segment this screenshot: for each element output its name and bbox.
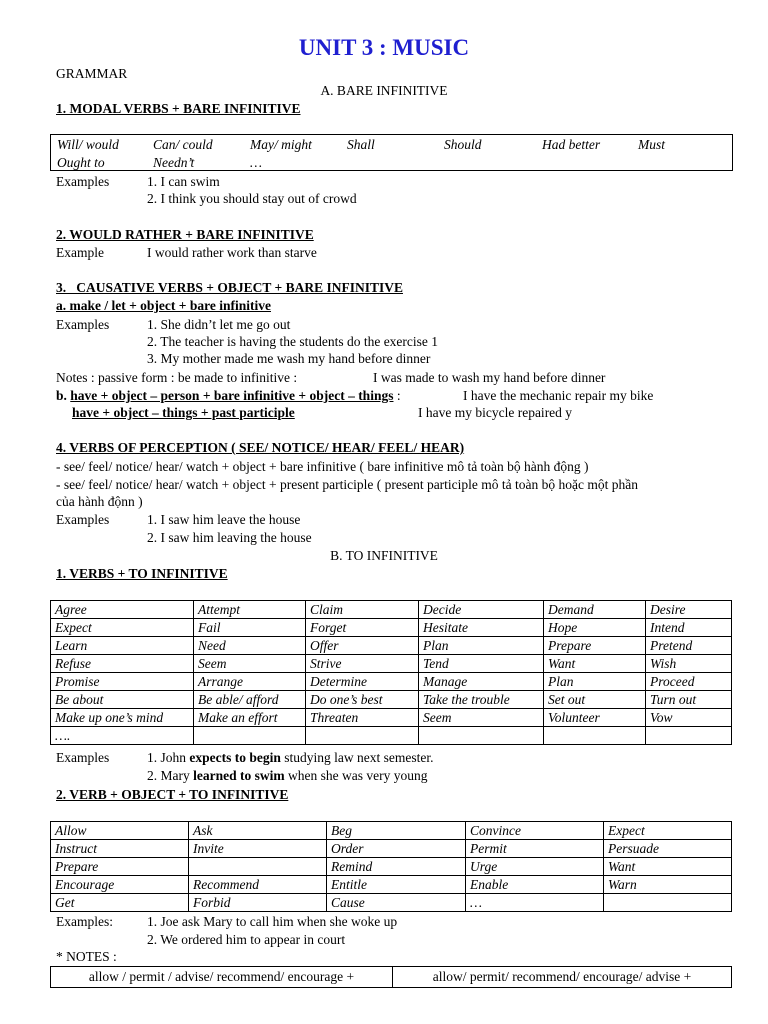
verb-cell: Prepare bbox=[544, 637, 646, 655]
example-text: 1. John bbox=[147, 750, 190, 765]
would-rather-heading: 2. WOULD RATHER + BARE INFINITIVE bbox=[56, 227, 314, 242]
verb-cell: Learn bbox=[51, 637, 194, 655]
example-line: 2. The teacher is having the students do the exercise 1 bbox=[147, 334, 439, 349]
example-line: 2. I think you should stay out of crowd bbox=[147, 191, 357, 206]
verb-cell: Claim bbox=[306, 601, 419, 619]
table-row bbox=[51, 858, 732, 876]
modal-verb: Shall bbox=[347, 137, 375, 152]
verb-cell: Make an effort bbox=[194, 709, 306, 727]
verbs-to-inf-heading: 1. VERBS + TO INFINITIVE bbox=[56, 566, 228, 581]
section-a-heading: A. BARE INFINITIVE bbox=[320, 83, 448, 98]
verb-cell: Pretend bbox=[646, 637, 732, 655]
grammar-label: GRAMMAR bbox=[56, 66, 128, 81]
example-line: 2. I saw him leaving the house bbox=[147, 530, 312, 545]
verb-cell: Seem bbox=[419, 709, 544, 727]
table-row bbox=[51, 727, 732, 745]
verb-cell: Wish bbox=[646, 655, 732, 673]
example-emphasis: expects to begin bbox=[189, 750, 281, 765]
causative-heading: 3. CAUSATIVE VERBS + OBJECT + BARE INFINITIVE bbox=[56, 280, 403, 295]
modal-verbs-box bbox=[50, 134, 733, 171]
section-b-heading: B. TO INFINITIVE bbox=[330, 548, 438, 563]
verb-object-to-infinitive-table bbox=[50, 821, 732, 912]
verb-object-heading: 2. VERB + OBJECT + TO INFINITIVE bbox=[56, 787, 289, 802]
table-row bbox=[51, 876, 732, 894]
example-text: studying law next semester. bbox=[280, 750, 434, 765]
example-line: 1. She didn’t let me go out bbox=[147, 317, 291, 332]
verb-cell: Manage bbox=[419, 673, 544, 691]
example-line: 1. Joe ask Mary to call him when she woke up bbox=[147, 914, 398, 929]
verb-cell: Want bbox=[544, 655, 646, 673]
verb-cell bbox=[306, 727, 419, 745]
causative-b-colon: : bbox=[393, 388, 401, 403]
verb-cell bbox=[544, 727, 646, 745]
examples-label: Examples bbox=[56, 750, 110, 765]
verb-cell: Proceed bbox=[646, 673, 732, 691]
verb-cell: Encourage bbox=[51, 876, 189, 894]
verb-cell: Offer bbox=[306, 637, 419, 655]
verb-cell: Invite bbox=[189, 840, 327, 858]
verb-cell: Hesitate bbox=[419, 619, 544, 637]
examples-label: Examples bbox=[56, 512, 110, 527]
notes-label: * NOTES : bbox=[56, 949, 117, 964]
modal-verb: May/ might bbox=[250, 137, 312, 152]
table-row bbox=[51, 840, 732, 858]
verb-cell: Entitle bbox=[327, 876, 466, 894]
notes-cell: allow / permit / advise/ recommend/ encourage + bbox=[51, 967, 393, 988]
verb-cell: Instruct bbox=[51, 840, 189, 858]
modal-verbs-heading: 1. MODAL VERBS + BARE INFINITIVE bbox=[56, 101, 301, 116]
verb-cell: Desire bbox=[646, 601, 732, 619]
modal-verb: … bbox=[250, 155, 263, 170]
modal-verb: Can/ could bbox=[153, 137, 213, 152]
verb-cell: Seem bbox=[194, 655, 306, 673]
notes-table bbox=[50, 966, 732, 988]
verb-cell: Arrange bbox=[194, 673, 306, 691]
example-line: 3. My mother made me wash my hand before dinner bbox=[147, 351, 431, 366]
verb-cell: Volunteer bbox=[544, 709, 646, 727]
table-row bbox=[51, 637, 732, 655]
verb-cell: Agree bbox=[51, 601, 194, 619]
modal-verb: Needn’t bbox=[153, 155, 195, 170]
verb-cell: Be able/ afford bbox=[194, 691, 306, 709]
verb-cell: Set out bbox=[544, 691, 646, 709]
verb-cell: Plan bbox=[544, 673, 646, 691]
example-text: when she was very young bbox=[284, 768, 428, 783]
verb-cell: Take the trouble bbox=[419, 691, 544, 709]
verb-cell: Promise bbox=[51, 673, 194, 691]
table-row bbox=[51, 655, 732, 673]
causative-a-heading: a. make / let + object + bare infinitive bbox=[56, 298, 271, 313]
verb-cell: Do one’s best bbox=[306, 691, 419, 709]
causative-b-prefix: b. bbox=[56, 388, 71, 403]
example-line bbox=[147, 767, 427, 784]
table-row bbox=[51, 691, 732, 709]
perception-line: của hành độnn ) bbox=[56, 494, 143, 509]
verb-cell: Expect bbox=[51, 619, 194, 637]
verb-cell: Attempt bbox=[194, 601, 306, 619]
verb-cell: Remind bbox=[327, 858, 466, 876]
causative-b2-example: I have my bicycle repaired y bbox=[418, 405, 573, 420]
modal-verb: Should bbox=[444, 137, 482, 152]
verb-cell: Demand bbox=[544, 601, 646, 619]
verb-cell: …. bbox=[51, 727, 194, 745]
verb-cell: Recommend bbox=[189, 876, 327, 894]
modal-verb: Must bbox=[638, 137, 665, 152]
verb-cell: Strive bbox=[306, 655, 419, 673]
page-title: UNIT 3 : MUSIC bbox=[298, 35, 470, 60]
verb-cell: Urge bbox=[466, 858, 604, 876]
example-line: 2. We ordered him to appear in court bbox=[147, 932, 346, 947]
verb-cell: Allow bbox=[51, 822, 189, 840]
verb-cell: Forget bbox=[306, 619, 419, 637]
verb-cell: Intend bbox=[646, 619, 732, 637]
verb-cell: Vow bbox=[646, 709, 732, 727]
causative-b-example: I have the mechanic repair my bike bbox=[463, 388, 654, 403]
verb-cell: Turn out bbox=[646, 691, 732, 709]
verb-cell: Decide bbox=[419, 601, 544, 619]
verb-cell: Permit bbox=[466, 840, 604, 858]
verb-cell: Beg bbox=[327, 822, 466, 840]
example-line bbox=[147, 749, 434, 766]
verb-cell: Make up one’s mind bbox=[51, 709, 194, 727]
example-line: I would rather work than starve bbox=[147, 245, 317, 260]
notes-passive-example: I was made to wash my hand before dinner bbox=[373, 370, 606, 385]
verb-cell: Threaten bbox=[306, 709, 419, 727]
table-row bbox=[51, 709, 732, 727]
verb-cell: Need bbox=[194, 637, 306, 655]
modal-verb: Had better bbox=[542, 137, 601, 152]
verb-cell bbox=[189, 858, 327, 876]
examples-label: Examples bbox=[56, 317, 110, 332]
example-line: 1. I can swim bbox=[147, 174, 220, 189]
example-text: 2. Mary bbox=[147, 768, 194, 783]
verb-cell bbox=[194, 727, 306, 745]
verb-cell: Want bbox=[604, 858, 732, 876]
example-emphasis: learned to swim bbox=[193, 768, 285, 783]
perception-heading: 4. VERBS OF PERCEPTION ( SEE/ NOTICE/ HEAR/ FEEL/ HEAR) bbox=[56, 440, 465, 455]
examples-label: Examples: bbox=[56, 914, 113, 929]
notes-row bbox=[51, 967, 732, 988]
verb-cell: Warn bbox=[604, 876, 732, 894]
verb-cell: Enable bbox=[466, 876, 604, 894]
verb-cell: Refuse bbox=[51, 655, 194, 673]
table-row bbox=[51, 673, 732, 691]
verb-cell bbox=[419, 727, 544, 745]
causative-b2-rule: have + object – things + past participle bbox=[72, 405, 295, 420]
verb-cell bbox=[604, 894, 732, 912]
causative-b-line bbox=[56, 387, 401, 404]
verb-cell: Cause bbox=[327, 894, 466, 912]
verb-cell: Order bbox=[327, 840, 466, 858]
table-row bbox=[51, 822, 732, 840]
perception-line: - see/ feel/ notice/ hear/ watch + object + bare infinitive ( bare infinitive mô tả toàn bộ hành động ) bbox=[56, 459, 589, 474]
verb-cell: Determine bbox=[306, 673, 419, 691]
table-row bbox=[51, 619, 732, 637]
verb-cell: Hope bbox=[544, 619, 646, 637]
verb-cell: Fail bbox=[194, 619, 306, 637]
verb-cell bbox=[646, 727, 732, 745]
verb-cell: Forbid bbox=[189, 894, 327, 912]
notes-cell: allow/ permit/ recommend/ encourage/ advise + bbox=[393, 967, 732, 988]
examples-label: Examples bbox=[56, 174, 110, 189]
modal-verb: Will/ would bbox=[57, 137, 119, 152]
causative-b-rule: have + object – person + bare infinitive + object – things bbox=[70, 388, 394, 403]
table-row bbox=[51, 601, 732, 619]
verb-cell: Convince bbox=[466, 822, 604, 840]
notes-passive: Notes : passive form : be made to infinitive : bbox=[56, 370, 298, 385]
example-label: Example bbox=[56, 245, 104, 260]
verb-cell: … bbox=[466, 894, 604, 912]
verb-cell: Ask bbox=[189, 822, 327, 840]
verb-cell: Persuade bbox=[604, 840, 732, 858]
verbs-to-infinitive-table bbox=[50, 600, 732, 745]
verb-cell: Expect bbox=[604, 822, 732, 840]
verb-cell: Get bbox=[51, 894, 189, 912]
table-row bbox=[51, 894, 732, 912]
verb-cell: Be about bbox=[51, 691, 194, 709]
verb-cell: Plan bbox=[419, 637, 544, 655]
modal-verb: Ought to bbox=[57, 155, 105, 170]
verb-cell: Prepare bbox=[51, 858, 189, 876]
verb-cell: Tend bbox=[419, 655, 544, 673]
example-line: 1. I saw him leave the house bbox=[147, 512, 301, 527]
perception-line: - see/ feel/ notice/ hear/ watch + object + present participle ( present participle mô tả toàn bộ hoặc một phần bbox=[56, 477, 639, 492]
